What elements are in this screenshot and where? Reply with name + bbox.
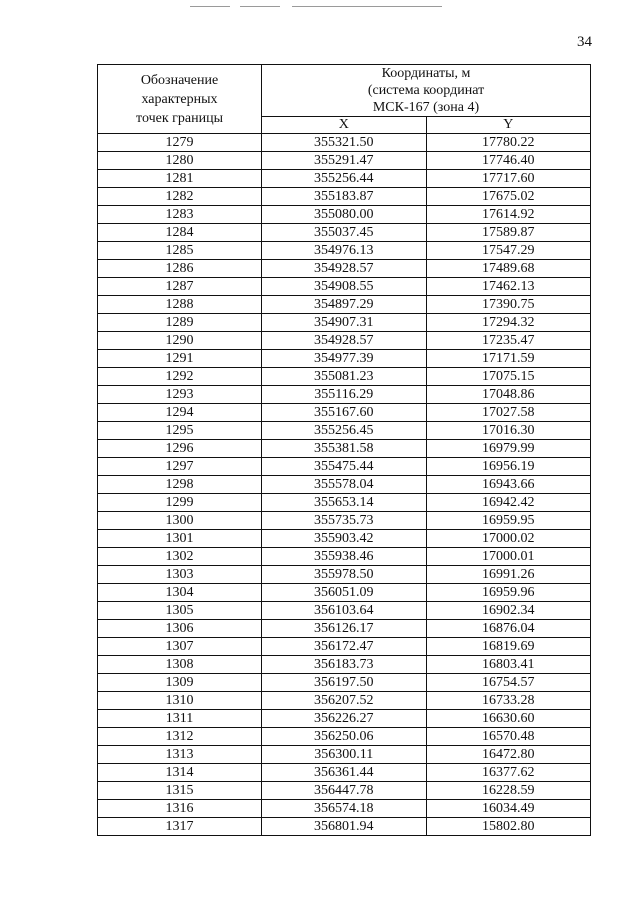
table-row xyxy=(98,566,591,584)
y-cell: 17075.15 xyxy=(426,368,591,386)
point-cell: 1308 xyxy=(98,656,262,674)
table-row xyxy=(98,458,591,476)
table-row xyxy=(98,746,591,764)
point-cell: 1285 xyxy=(98,242,262,260)
table-row xyxy=(98,152,591,170)
x-cell: 356300.11 xyxy=(262,746,427,764)
x-cell: 355938.46 xyxy=(262,548,427,566)
table-row xyxy=(98,242,591,260)
table-row xyxy=(98,584,591,602)
y-cell: 17000.02 xyxy=(426,530,591,548)
y-cell: 17000.01 xyxy=(426,548,591,566)
y-cell: 16959.95 xyxy=(426,512,591,530)
x-cell: 356126.17 xyxy=(262,620,427,638)
point-cell: 1282 xyxy=(98,188,262,206)
table-row xyxy=(98,404,591,422)
point-cell: 1290 xyxy=(98,332,262,350)
point-cell: 1316 xyxy=(98,800,262,818)
header-point-line: Обозначение xyxy=(140,72,219,88)
x-cell: 356197.50 xyxy=(262,674,427,692)
y-cell: 16034.49 xyxy=(426,800,591,818)
y-cell: 17746.40 xyxy=(426,152,591,170)
table-row xyxy=(98,710,591,728)
point-cell: 1304 xyxy=(98,584,262,602)
table-row xyxy=(98,440,591,458)
point-cell: 1313 xyxy=(98,746,262,764)
y-cell: 16377.62 xyxy=(426,764,591,782)
x-cell: 355167.60 xyxy=(262,404,427,422)
table-row xyxy=(98,386,591,404)
y-cell: 17294.32 xyxy=(426,314,591,332)
x-cell: 356574.18 xyxy=(262,800,427,818)
y-cell: 17589.87 xyxy=(426,224,591,242)
x-cell: 355978.50 xyxy=(262,566,427,584)
x-cell: 354908.55 xyxy=(262,278,427,296)
scan-artifact-line xyxy=(292,6,442,7)
x-cell: 355381.58 xyxy=(262,440,427,458)
header-coordinates xyxy=(262,65,591,117)
y-cell: 17675.02 xyxy=(426,188,591,206)
y-cell: 17547.29 xyxy=(426,242,591,260)
table-row xyxy=(98,512,591,530)
y-cell: 16754.57 xyxy=(426,674,591,692)
x-cell: 354907.31 xyxy=(262,314,427,332)
table-row xyxy=(98,476,591,494)
table-row xyxy=(98,206,591,224)
x-cell: 354897.29 xyxy=(262,296,427,314)
point-cell: 1286 xyxy=(98,260,262,278)
table-row xyxy=(98,224,591,242)
x-cell: 355321.50 xyxy=(262,134,427,152)
y-cell: 17780.22 xyxy=(426,134,591,152)
x-cell: 354928.57 xyxy=(262,332,427,350)
x-cell: 356207.52 xyxy=(262,692,427,710)
x-cell: 355256.45 xyxy=(262,422,427,440)
x-cell: 356172.47 xyxy=(262,638,427,656)
coordinates-table xyxy=(97,64,591,836)
y-cell: 15802.80 xyxy=(426,818,591,836)
table-body xyxy=(98,134,591,836)
point-cell: 1293 xyxy=(98,386,262,404)
x-cell: 355578.04 xyxy=(262,476,427,494)
table-row xyxy=(98,260,591,278)
scan-artifact-line xyxy=(240,6,280,7)
y-cell: 16733.28 xyxy=(426,692,591,710)
x-cell: 355475.44 xyxy=(262,458,427,476)
table-row xyxy=(98,818,591,836)
y-cell: 16803.41 xyxy=(426,656,591,674)
point-cell: 1284 xyxy=(98,224,262,242)
table-row xyxy=(98,692,591,710)
point-cell: 1280 xyxy=(98,152,262,170)
point-cell: 1294 xyxy=(98,404,262,422)
y-cell: 17235.47 xyxy=(426,332,591,350)
point-cell: 1299 xyxy=(98,494,262,512)
y-cell: 17614.92 xyxy=(426,206,591,224)
page-number: 34 xyxy=(577,34,592,50)
table-row xyxy=(98,332,591,350)
table-row xyxy=(98,422,591,440)
table-row xyxy=(98,170,591,188)
x-cell: 355256.44 xyxy=(262,170,427,188)
point-cell: 1314 xyxy=(98,764,262,782)
y-cell: 16630.60 xyxy=(426,710,591,728)
header-coordinates-line: Координаты, м xyxy=(381,66,471,81)
point-cell: 1310 xyxy=(98,692,262,710)
header-point-line: характерных xyxy=(141,91,218,107)
point-cell: 1298 xyxy=(98,476,262,494)
table-row xyxy=(98,656,591,674)
x-cell: 356361.44 xyxy=(262,764,427,782)
point-cell: 1305 xyxy=(98,602,262,620)
y-cell: 16956.19 xyxy=(426,458,591,476)
table-row xyxy=(98,620,591,638)
table-row xyxy=(98,494,591,512)
point-cell: 1307 xyxy=(98,638,262,656)
x-cell: 356801.94 xyxy=(262,818,427,836)
table-row xyxy=(98,782,591,800)
x-cell: 355653.14 xyxy=(262,494,427,512)
point-cell: 1288 xyxy=(98,296,262,314)
x-cell: 354976.13 xyxy=(262,242,427,260)
table-row xyxy=(98,530,591,548)
y-cell: 17717.60 xyxy=(426,170,591,188)
table-row xyxy=(98,188,591,206)
table-row xyxy=(98,728,591,746)
header-y: Y xyxy=(426,117,591,134)
x-cell: 354928.57 xyxy=(262,260,427,278)
table-row xyxy=(98,674,591,692)
point-cell: 1315 xyxy=(98,782,262,800)
x-cell: 356103.64 xyxy=(262,602,427,620)
y-cell: 17390.75 xyxy=(426,296,591,314)
header-coordinates-line: (система координат xyxy=(367,83,485,98)
y-cell: 16902.34 xyxy=(426,602,591,620)
y-cell: 16943.66 xyxy=(426,476,591,494)
point-cell: 1289 xyxy=(98,314,262,332)
table-row xyxy=(98,296,591,314)
point-cell: 1302 xyxy=(98,548,262,566)
x-cell: 354977.39 xyxy=(262,350,427,368)
table-row xyxy=(98,764,591,782)
x-cell: 356250.06 xyxy=(262,728,427,746)
table-row xyxy=(98,638,591,656)
header-x: X xyxy=(262,117,427,134)
point-cell: 1295 xyxy=(98,422,262,440)
table-row xyxy=(98,134,591,152)
y-cell: 17489.68 xyxy=(426,260,591,278)
point-cell: 1300 xyxy=(98,512,262,530)
point-cell: 1301 xyxy=(98,530,262,548)
header-point-line: точек границы xyxy=(136,110,223,126)
x-cell: 356447.78 xyxy=(262,782,427,800)
x-cell: 355291.47 xyxy=(262,152,427,170)
y-cell: 17048.86 xyxy=(426,386,591,404)
y-cell: 16979.99 xyxy=(426,440,591,458)
y-cell: 17027.58 xyxy=(426,404,591,422)
y-cell: 16876.04 xyxy=(426,620,591,638)
header-coordinates-line: МСК-167 (зона 4) xyxy=(372,100,480,115)
x-cell: 355037.45 xyxy=(262,224,427,242)
x-cell: 355116.29 xyxy=(262,386,427,404)
point-cell: 1309 xyxy=(98,674,262,692)
table-row xyxy=(98,800,591,818)
y-cell: 16942.42 xyxy=(426,494,591,512)
y-cell: 16819.69 xyxy=(426,638,591,656)
x-cell: 355903.42 xyxy=(262,530,427,548)
x-cell: 355183.87 xyxy=(262,188,427,206)
point-cell: 1306 xyxy=(98,620,262,638)
scan-artifact-line xyxy=(190,6,230,7)
x-cell: 356226.27 xyxy=(262,710,427,728)
x-cell: 356051.09 xyxy=(262,584,427,602)
point-cell: 1296 xyxy=(98,440,262,458)
table-row xyxy=(98,368,591,386)
y-cell: 16472.80 xyxy=(426,746,591,764)
point-cell: 1291 xyxy=(98,350,262,368)
table-header xyxy=(98,65,591,134)
y-cell: 17462.13 xyxy=(426,278,591,296)
table-row xyxy=(98,278,591,296)
y-cell: 16570.48 xyxy=(426,728,591,746)
y-cell: 17016.30 xyxy=(426,422,591,440)
point-cell: 1279 xyxy=(98,134,262,152)
table-row xyxy=(98,602,591,620)
y-cell: 16959.96 xyxy=(426,584,591,602)
x-cell: 356183.73 xyxy=(262,656,427,674)
point-cell: 1311 xyxy=(98,710,262,728)
point-cell: 1287 xyxy=(98,278,262,296)
y-cell: 17171.59 xyxy=(426,350,591,368)
x-cell: 355735.73 xyxy=(262,512,427,530)
point-cell: 1303 xyxy=(98,566,262,584)
x-cell: 355080.00 xyxy=(262,206,427,224)
point-cell: 1283 xyxy=(98,206,262,224)
table-row xyxy=(98,548,591,566)
y-cell: 16228.59 xyxy=(426,782,591,800)
point-cell: 1292 xyxy=(98,368,262,386)
y-cell: 16991.26 xyxy=(426,566,591,584)
point-cell: 1281 xyxy=(98,170,262,188)
header-point-designation xyxy=(98,65,262,134)
point-cell: 1297 xyxy=(98,458,262,476)
point-cell: 1317 xyxy=(98,818,262,836)
table-row xyxy=(98,350,591,368)
x-cell: 355081.23 xyxy=(262,368,427,386)
point-cell: 1312 xyxy=(98,728,262,746)
table-row xyxy=(98,314,591,332)
